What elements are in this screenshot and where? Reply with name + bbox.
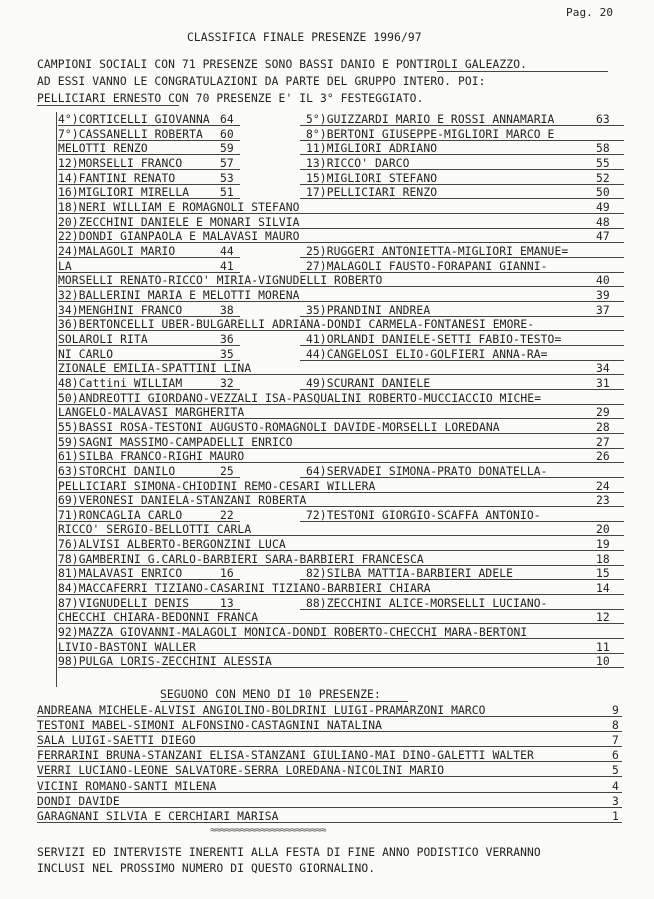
underline	[58, 169, 240, 170]
ranking-count: 18	[596, 552, 610, 566]
ranking-entry: 12)MORSELLI FRANCO	[58, 156, 183, 170]
underline	[58, 374, 624, 375]
ranking-count: 52	[596, 171, 610, 185]
ranking-count: 64	[220, 113, 234, 126]
footer-line: SERVIZI ED INTERVISTE INERENTI ALLA FESTA DI FINE ANNO PODISTICO VERRANNO	[37, 846, 541, 859]
underline	[58, 140, 240, 141]
underline	[58, 433, 624, 434]
ranking-count: 27	[596, 435, 610, 449]
ranking-entry: 18)NERI WILLIAM E ROMAGNOLI STEFANO	[58, 200, 300, 214]
ranking-count: 8	[612, 719, 619, 733]
ranking-count: 6	[612, 749, 619, 763]
ranking-entry: 64)SERVADEI SIMONA-PRATO DONATELLA-	[306, 464, 548, 478]
intro-line: PELLICIARI ERNESTO CON 70 PRESENZE E' IL 3° FESTEGGIATO.	[37, 92, 424, 105]
ranking-entry: 36)BERTONCELLI UBER-BULGARELLI ADRIANA-DONDI CARMELA-FONTANESI EMORE-	[58, 318, 535, 332]
ranking-entry: MORSELLI RENATO-RICCO' MIRIA-VIGNUDELLI ROBERTO	[58, 274, 383, 288]
ranking-count: 7	[612, 734, 619, 748]
ranking-count: 10	[596, 655, 610, 669]
ranking-entry: 87)VIGNUDELLI DENIS	[58, 596, 190, 610]
ranking-count: 12	[596, 611, 610, 625]
ranking-entry: 48)Cattini WILLIAM	[58, 376, 183, 390]
ranking-count: 38	[220, 303, 234, 317]
ranking-entry: NI CARLO	[58, 347, 114, 361]
ranking-entry: 24)MALAGOLI MARIO	[58, 244, 176, 258]
underline	[58, 242, 624, 243]
underline	[37, 822, 622, 823]
underline	[37, 807, 622, 808]
ranking-entry: 11)MIGLIORI ADRIANO	[306, 142, 438, 156]
underline	[58, 609, 240, 610]
underline	[300, 272, 624, 273]
underline	[58, 521, 240, 522]
ranking-entry: 15)MIGLIORI STEFANO	[306, 171, 438, 185]
underline	[58, 638, 624, 639]
ranking-count: 41	[220, 259, 234, 273]
underline	[300, 184, 624, 185]
ranking-entry: 69)VERONESI DANIELA-STANZANI ROBERTA	[58, 494, 307, 508]
ranking-entry: LIVIO-BASTONI WALLER	[58, 640, 197, 654]
ranking-entry: 49)SCURANI DANIELE	[306, 376, 431, 390]
underline	[58, 477, 240, 478]
ranking-entry: 84)MACCAFERRI TIZIANO-CASARINI TIZIANO-BARBIERI CHIARA	[58, 582, 431, 596]
intro-line: AD ESSI VANNO LE CONGRATULAZIONI DA PARTE DEL GRUPPO INTERO. POI:	[37, 75, 486, 88]
ranking-count: 49	[596, 200, 610, 214]
ranking-count: 3	[612, 794, 619, 808]
underline	[300, 140, 624, 141]
ranking-entry: VICINI ROMANO-SANTI MILENA	[37, 779, 217, 793]
ranking-count: 25	[220, 464, 234, 478]
underline	[58, 462, 624, 463]
underline	[58, 330, 624, 331]
ranking-entry: FERRARINI BRUNA-STANZANI ELISA-STANZANI GIULIANO-MAI DINO-GALETTI WALTER	[37, 749, 534, 763]
ranking-entry: DONDI DAVIDE	[37, 794, 120, 808]
ranking-entry: 4°)CORTICELLI GIOVANNA	[58, 113, 210, 126]
underline	[58, 506, 624, 507]
ranking-count: 58	[596, 142, 610, 156]
ranking-entry: 13)RICCO' DARCO	[306, 156, 410, 170]
underline	[300, 360, 624, 361]
underline	[58, 316, 240, 317]
ranking-entry: 41)ORLANDI DANIELE-SETTI FABIO-TESTO=	[306, 332, 562, 346]
ranking-entry: 81)MALAVASI ENRICO	[58, 567, 183, 581]
ranking-entry: 20)ZECCHINI DANIELE E MONARI SILVIA	[58, 215, 300, 229]
ranking-entry: 32)BALLERINI MARIA E MELOTTI MORENA	[58, 288, 300, 302]
ranking-count: 31	[596, 376, 610, 390]
ranking-entry: 72)TESTONI GIORGIO-SCAFFA ANTONIO-	[306, 508, 541, 522]
underline	[300, 389, 624, 390]
ranking-entry: 35)PRANDINI ANDREA	[306, 303, 431, 317]
underline	[58, 184, 240, 185]
underline	[160, 701, 408, 702]
ranking-count: 1	[612, 809, 619, 823]
ranking-count: 13	[220, 596, 234, 610]
ranking-count: 36	[220, 332, 234, 346]
ranking-count: 37	[596, 303, 610, 317]
ranking-entry: 98)PULGA LORIS-ZECCHINI ALESSIA	[58, 655, 272, 669]
ranking-entry: SOLAROLI RITA	[58, 332, 148, 346]
underline	[300, 125, 624, 126]
ranking-entry: TESTONI MABEL-SIMONI ALFONSINO-CASTAGNINI NATALINA	[37, 719, 383, 733]
ranking-entry: LA	[58, 259, 72, 273]
ranking-entry: 8°)BERTONI GIUSEPPE-MIGLIORI MARCO E	[306, 127, 555, 141]
underline	[58, 623, 624, 624]
ranking-count: 34	[596, 362, 610, 376]
ranking-count: 28	[596, 420, 610, 434]
ranking-entry: RICCO' SERGIO-BELLOTTI CARLA	[58, 523, 252, 537]
ranking-count: 20	[596, 523, 610, 537]
ranking-entry: SALA LUIGI-SAETTI DIEGO	[37, 734, 196, 748]
ranking-entry: GARAGNANI SILVIA E CERCHIARI MARISA	[37, 809, 279, 823]
ranking-count: 32	[220, 376, 234, 390]
ranking-entry: ANDREANA MICHELE-ALVISI ANGIOLINO-BOLDRINI LUIGI-PRAMARZONI MARCO	[37, 704, 486, 717]
ranking-count: 26	[596, 450, 610, 464]
ranking-count: 40	[596, 274, 610, 288]
underline	[58, 448, 624, 449]
ranking-entry: 71)RONCAGLIA CARLO	[58, 508, 183, 522]
ranking-count: 5	[612, 764, 619, 778]
ranking-count: 4	[612, 779, 619, 793]
underline	[58, 257, 240, 258]
underline	[37, 731, 622, 732]
underline	[37, 761, 622, 762]
underline	[37, 776, 622, 777]
intro-line: CAMPIONI SOCIALI CON 71 PRESENZE SONO BASSI DANIO E PONTIROLI GALEAZZO.	[37, 58, 527, 71]
ranking-count: 63	[596, 113, 610, 126]
ranking-count: 51	[220, 186, 234, 200]
ranking-entry: 44)CANGELOSI ELIO-GOLFIERI ANNA-RA=	[306, 347, 548, 361]
underline	[58, 154, 240, 155]
underline	[58, 492, 624, 493]
ranking-count: 22	[220, 508, 234, 522]
underline	[300, 477, 624, 478]
ranking-count: 14	[596, 582, 610, 596]
underline	[58, 286, 624, 287]
ranking-count: 29	[596, 406, 610, 420]
ranking-count: 16	[220, 567, 234, 581]
underline	[300, 257, 624, 258]
underline	[300, 579, 624, 580]
ranking-entry: 34)MENGHINI FRANCO	[58, 303, 183, 317]
ranking-entry: CHECCHI CHIARA-BEDONNI FRANCA	[58, 611, 259, 625]
ranking-entry: VERRI LUCIANO-LEONE SALVATORE-SERRA LOREDANA-NICOLINI MARIO	[37, 764, 445, 778]
ranking-count: 47	[596, 230, 610, 244]
ranking-entry: 82)SILBA MATTIA-BARBIERI ADELE	[306, 567, 514, 581]
underline	[58, 213, 624, 214]
underline	[58, 594, 624, 595]
section-heading: SEGUONO CON MENO DI 10 PRESENZE:	[160, 688, 381, 701]
underline	[58, 404, 624, 405]
ranking-entry: 27)MALAGOLI FAUSTO-FORAPANI GIANNI-	[306, 259, 548, 273]
ranking-entry: 78)GAMBERINI G.CARLO-BARBIERI SARA-BARBIERI FRANCESCA	[58, 552, 424, 566]
ranking-entry: 22)DONDI GIANPAOLA E MALAVASI MAURO	[58, 230, 300, 244]
underline	[58, 198, 240, 199]
underline	[58, 345, 240, 346]
underline	[300, 198, 624, 199]
underline	[58, 667, 624, 668]
ranking-count: 24	[596, 479, 610, 493]
underline	[58, 550, 624, 551]
ranking-entry: 14)FANTINI RENATO	[58, 171, 176, 185]
ranking-count: 23	[596, 494, 610, 508]
underline	[300, 169, 624, 170]
page-title: CLASSIFICA FINALE PRESENZE 1996/97	[187, 31, 422, 44]
footer-line: INCLUSI NEL PROSSIMO NUMERO DI QUESTO GIORNALINO.	[37, 862, 376, 875]
ranking-entry: 88)ZECCHINI ALICE-MORSELLI LUCIANO-	[306, 596, 548, 610]
decorative-separator: ≈≈≈≈≈≈≈≈≈≈≈≈≈≈≈≈≈≈≈≈≈≈≈	[210, 825, 326, 836]
ranking-count: 55	[596, 156, 610, 170]
underline	[300, 609, 624, 610]
ranking-count: 50	[596, 186, 610, 200]
margin-rule	[56, 112, 57, 687]
ranking-count: 15	[596, 567, 610, 581]
ranking-count: 60	[220, 127, 234, 141]
ranking-entry: PELLICIARI SIMONA-CHIODINI REMO-CESARI WILLERA	[58, 479, 376, 493]
ranking-entry: 50)ANDREOTTI GIORDANO-VEZZALI ISA-PASQUALINI ROBERTO-MUCCIACCIO MICHE=	[58, 391, 542, 405]
ranking-count: 57	[220, 156, 234, 170]
underline	[58, 418, 624, 419]
ranking-entry: 55)BASSI ROSA-TESTONI AUGUSTO-ROMAGNOLI DAVIDE-MORSELLI LOREDANA	[58, 420, 500, 434]
underline	[437, 71, 608, 72]
ranking-count: 39	[596, 288, 610, 302]
underline	[300, 521, 624, 522]
underline	[58, 125, 240, 126]
underline	[58, 360, 240, 361]
ranking-count: 35	[220, 347, 234, 361]
underline	[58, 535, 624, 536]
underline	[58, 301, 624, 302]
ranking-entry: MELOTTI RENZO	[58, 142, 148, 156]
ranking-count: 44	[220, 244, 234, 258]
underline	[58, 228, 624, 229]
ranking-entry: 7°)CASSANELLI ROBERTA	[58, 127, 203, 141]
underline	[37, 105, 179, 106]
underline	[37, 792, 622, 793]
ranking-entry: 16)MIGLIORI MIRELLA	[58, 186, 190, 200]
underline	[37, 716, 622, 717]
ranking-entry: 61)SILBA FRANCO-RIGHI MAURO	[58, 450, 245, 464]
ranking-count: 48	[596, 215, 610, 229]
ranking-count: 19	[596, 538, 610, 552]
underline	[58, 272, 240, 273]
ranking-entry: 5°)GUIZZARDI MARIO E ROSSI ANNAMARIA	[306, 113, 555, 126]
underline	[58, 579, 240, 580]
ranking-entry: 25)RUGGERI ANTONIETTA-MIGLIORI EMANUE=	[306, 244, 569, 258]
ranking-count: 53	[220, 171, 234, 185]
underline	[300, 345, 624, 346]
underline	[58, 653, 624, 654]
ranking-count: 11	[596, 640, 610, 654]
underline	[37, 746, 622, 747]
ranking-entry: 59)SAGNI MASSIMO-CAMPADELLI ENRICO	[58, 435, 293, 449]
page-number: Pag. 20	[566, 6, 614, 19]
underline	[58, 389, 240, 390]
ranking-entry: 76)ALVISI ALBERTO-BERGONZINI LUCA	[58, 538, 286, 552]
ranking-count: 9	[612, 704, 619, 717]
underline	[300, 154, 624, 155]
ranking-entry: LANGELO-MALAVASI MARGHERITA	[58, 406, 245, 420]
underline	[58, 565, 624, 566]
ranking-entry: ZIONALE EMILIA-SPATTINI LINA	[58, 362, 252, 376]
ranking-entry: 17)PELLICIARI RENZO	[306, 186, 438, 200]
underline	[300, 316, 624, 317]
ranking-entry: 92)MAZZA GIOVANNI-MALAGOLI MONICA-DONDI ROBERTO-CHECCHI MARA-BERTONI	[58, 626, 528, 640]
ranking-count: 59	[220, 142, 234, 156]
ranking-entry: 63)STORCHI DANILO	[58, 464, 176, 478]
